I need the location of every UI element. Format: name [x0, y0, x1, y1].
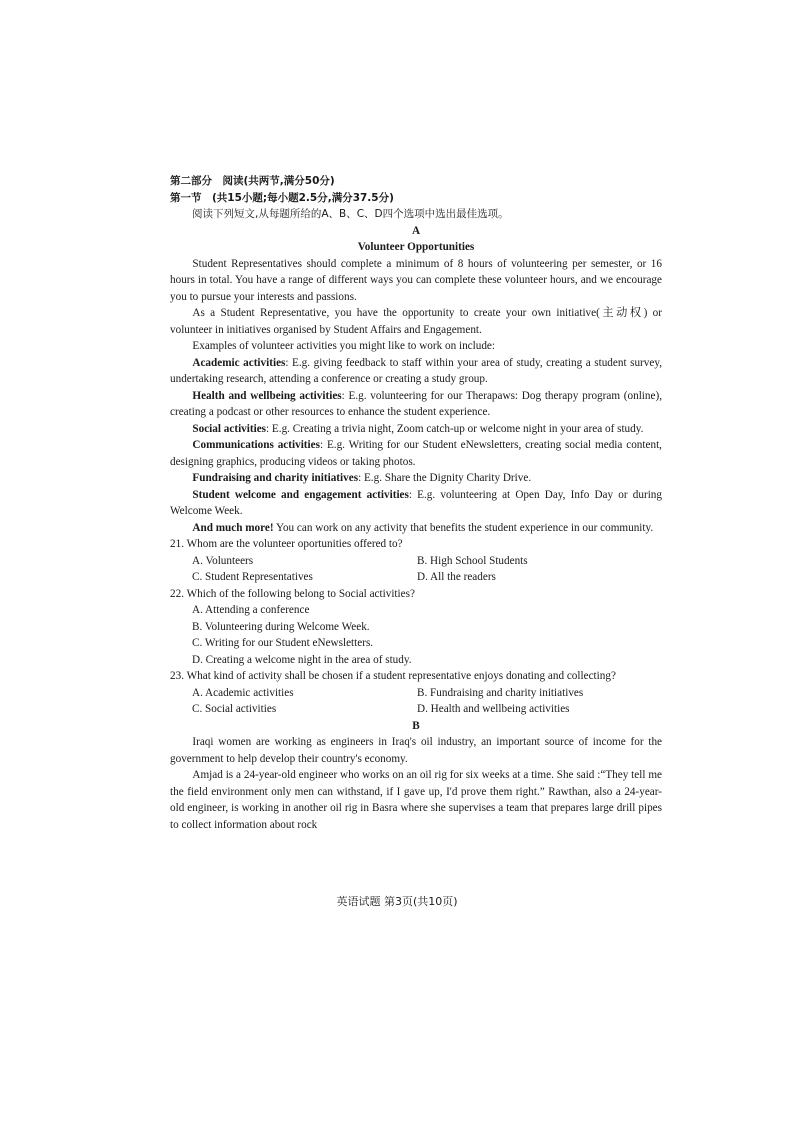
activity-text: : E.g. Writing for our Student eNewsletters, creating social media content, designing graphics, producing videos or taking photos.	[170, 439, 662, 468]
passage-b-paragraph-1: Iraqi women are working as engineers in Iraq's oil industry, an important source of income for the government to help develop their country's economy.	[170, 736, 662, 765]
passage-a-paragraph-3: Examples of volunteer activities you might like to work on include:	[192, 340, 496, 352]
option-b[interactable]: B. Fundraising and charity initiatives	[417, 686, 584, 699]
passage-a-title: Volunteer Opportunities	[357, 241, 475, 253]
activity-text: : E.g. Share the Dignity Charity Drive.	[358, 472, 532, 484]
passage-b-letter: B	[412, 719, 420, 732]
question-21-options-row-1	[170, 553, 662, 570]
part-heading: 第二部分 阅读(共两节,满分50分)	[170, 175, 335, 187]
activity-text: : E.g. volunteering at Open Day, Info Day or during Welcome Week.	[170, 488, 662, 517]
section-heading: 第一节 (共15小题;每小题2.5分,满分37.5分)	[170, 191, 394, 204]
question-23-options-row-2	[170, 701, 662, 718]
option-d[interactable]: D. Creating a welcome night in the area of study.	[192, 653, 412, 666]
question-23-stem: 23. What kind of activity shall be chosen if a student representative enjoys donating and collecting?	[170, 670, 616, 682]
passage-a-paragraph-1: Student Representatives should complete a minimum of 8 hours of volunteering per semester, or 16 hours in total. You have a range of different ways you can complete these volunteer hours, and we encourage you to pursue your interests and passions.	[170, 257, 662, 303]
option-c[interactable]: C. Writing for our Student eNewsletters.	[192, 637, 374, 649]
activity-item	[170, 388, 662, 421]
option-c[interactable]: C. Student Representatives	[192, 571, 313, 583]
question-22: 22. Which of the following belong to Social activities?	[170, 587, 415, 600]
activity-item	[170, 421, 662, 438]
activity-item	[170, 487, 662, 520]
option-d[interactable]: D. Health and wellbeing activities	[417, 703, 570, 715]
passage-a-letter: A	[411, 224, 421, 237]
option-b[interactable]: B. Volunteering during Welcome Week.	[192, 620, 370, 633]
option-c[interactable]: C. Social activities	[192, 703, 277, 715]
activity-text: : E.g. volunteering for our Therapaws: Dog therapy program (online), creating a podcast or other resources to enhance the student experience.	[170, 389, 662, 418]
activity-item	[170, 520, 662, 537]
activity-item	[170, 470, 662, 487]
activity-label: Student welcome and engagement activities	[192, 488, 409, 501]
question-21: 21. Whom are the volunteer oportunities offered to?	[170, 538, 403, 550]
activity-text: You can work on any activity that benefits the student experience in our community.	[273, 521, 654, 534]
option-d[interactable]: D. All the readers	[417, 571, 496, 583]
activity-label: Social activities	[192, 422, 267, 435]
activity-label: Communications activities	[192, 439, 320, 451]
activity-item	[170, 437, 662, 470]
passage-b-paragraph-2: Amjad is a 24-year-old engineer who works on an oil rig for six weeks at a time. She said :“They tell me the field environment only men can withstand, if I gave up, I'd prove them right.” Rawthan, also a 24-year-old engineer, is working in another oil rig in Basra where she supervises a team that prepares large drill pipes to collect information about rock	[170, 769, 662, 831]
activity-label: And much more!	[192, 521, 274, 534]
activity-label: Fundraising and charity initiatives	[192, 472, 359, 484]
activity-label: Academic activities	[192, 356, 286, 369]
activity-text: : E.g. Creating a trivia night, Zoom catch-up or welcome night in your area of study.	[266, 422, 644, 435]
option-a[interactable]: A. Volunteers	[192, 554, 254, 567]
activity-item	[170, 355, 662, 388]
option-a[interactable]: A. Attending a conference	[192, 604, 310, 616]
activity-text: : E.g. giving feedback to staff within your area of study, creating a student survey, undertaking research, attending a conference or creating a study group.	[170, 356, 662, 385]
passage-a-paragraph-2: As a Student Representative, you have the opportunity to create your own initiative(主动权) or volunteer in initiatives organised by Student Affairs and Engagement.	[170, 307, 662, 336]
page-content	[170, 173, 662, 833]
page-footer: 英语试题 第3页(共10页)	[336, 895, 458, 908]
question-23-options-row-1	[170, 685, 662, 702]
question-23	[170, 668, 662, 685]
question-21-options-row-2	[170, 569, 662, 586]
option-b[interactable]: B. High School Students	[417, 554, 528, 567]
activity-label: Health and wellbeing activities	[192, 389, 342, 402]
option-a[interactable]: A. Academic activities	[192, 686, 294, 699]
instruction: 阅读下列短文,从每题所给的A、B、C、D四个选项中选出最佳选项。	[192, 208, 509, 220]
